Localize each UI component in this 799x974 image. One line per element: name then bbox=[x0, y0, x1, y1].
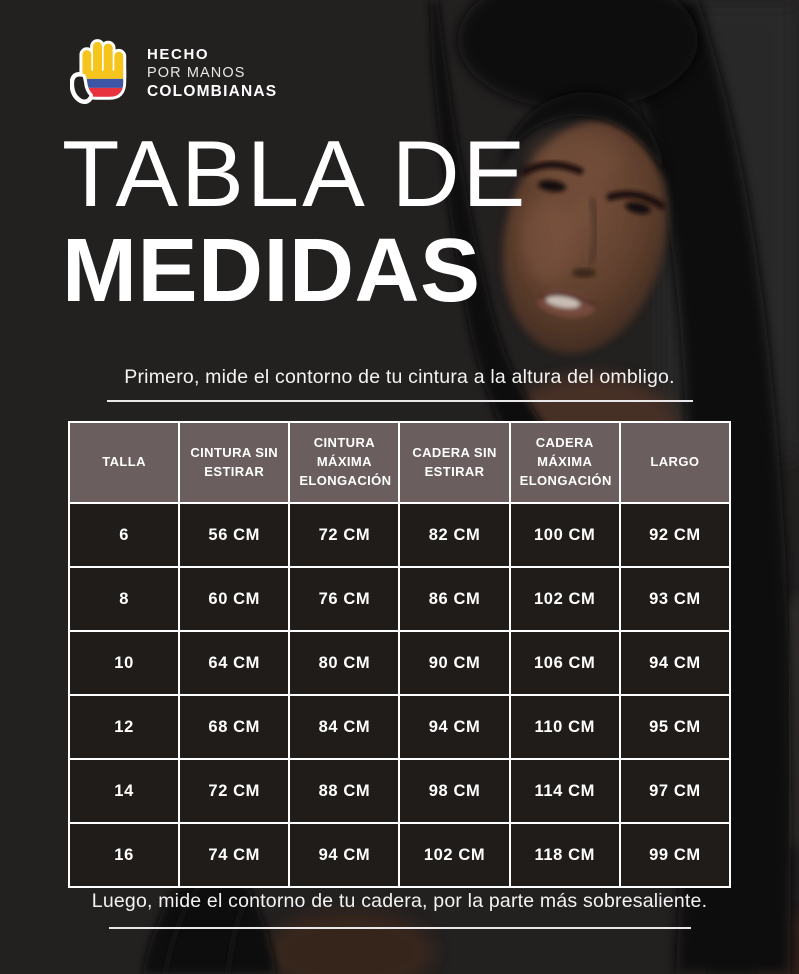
table-header-row bbox=[69, 422, 730, 503]
table-row bbox=[69, 759, 730, 823]
table-cell: 6 bbox=[69, 503, 179, 567]
table-cell: 97 CM bbox=[620, 759, 730, 823]
table-cell: 110 CM bbox=[510, 695, 620, 759]
table-cell: 102 CM bbox=[510, 567, 620, 631]
brand-logo bbox=[70, 36, 277, 107]
table-cell: 118 CM bbox=[510, 823, 620, 887]
table-cell: 94 CM bbox=[399, 695, 509, 759]
col-header-cadera-maxima: CADERA MÁXIMA ELONGACIÓN bbox=[510, 422, 620, 503]
table-cell: 100 CM bbox=[510, 503, 620, 567]
table-cell: 94 CM bbox=[620, 631, 730, 695]
table-row bbox=[69, 631, 730, 695]
table-cell: 76 CM bbox=[289, 567, 399, 631]
table-row bbox=[69, 503, 730, 567]
table-cell: 93 CM bbox=[620, 567, 730, 631]
table-cell: 94 CM bbox=[289, 823, 399, 887]
table-cell: 82 CM bbox=[399, 503, 509, 567]
table-cell: 56 CM bbox=[179, 503, 289, 567]
table-cell: 80 CM bbox=[289, 631, 399, 695]
col-header-largo: LARGO bbox=[620, 422, 730, 503]
table-cell: 106 CM bbox=[510, 631, 620, 695]
logo-wordmark bbox=[147, 46, 277, 101]
table-cell: 72 CM bbox=[179, 759, 289, 823]
table-cell: 10 bbox=[69, 631, 179, 695]
table-cell: 68 CM bbox=[179, 695, 289, 759]
table-cell: 114 CM bbox=[510, 759, 620, 823]
table-cell: 60 CM bbox=[179, 567, 289, 631]
logo-line-hecho: HECHO bbox=[147, 46, 210, 63]
title-line-1: TABLA DE bbox=[62, 121, 529, 226]
table-cell: 102 CM bbox=[399, 823, 509, 887]
instruction-waist: Primero, mide el contorno de tu cintura a la altura del ombligo. bbox=[124, 366, 675, 388]
size-table bbox=[68, 421, 731, 888]
col-header-cintura-maxima: CINTURA MÁXIMA ELONGACIÓN bbox=[289, 422, 399, 503]
table-cell: 92 CM bbox=[620, 503, 730, 567]
table-cell: 8 bbox=[69, 567, 179, 631]
table-cell: 95 CM bbox=[620, 695, 730, 759]
table-row bbox=[69, 695, 730, 759]
col-header-cadera-sin-estirar: CADERA SIN ESTIRAR bbox=[399, 422, 509, 503]
table-cell: 12 bbox=[69, 695, 179, 759]
logo-line-colombianas: COLOMBIANAS bbox=[147, 83, 278, 100]
table-cell: 64 CM bbox=[179, 631, 289, 695]
table-cell: 72 CM bbox=[289, 503, 399, 567]
title-line-2: MEDIDAS bbox=[62, 220, 481, 321]
col-header-cintura-sin-estirar: CINTURA SIN ESTIRAR bbox=[179, 422, 289, 503]
table-row bbox=[69, 567, 730, 631]
table-cell: 14 bbox=[69, 759, 179, 823]
divider-line bbox=[107, 400, 693, 402]
table-cell: 90 CM bbox=[399, 631, 509, 695]
colombian-hand-icon bbox=[70, 36, 134, 107]
col-header-talla: TALLA bbox=[69, 422, 179, 503]
table-cell: 84 CM bbox=[289, 695, 399, 759]
table-cell: 86 CM bbox=[399, 567, 509, 631]
logo-line-por-manos: POR MANOS bbox=[147, 65, 246, 81]
table-cell: 16 bbox=[69, 823, 179, 887]
page-title bbox=[62, 121, 529, 321]
divider-line bbox=[109, 927, 691, 929]
table-cell: 99 CM bbox=[620, 823, 730, 887]
table-cell: 74 CM bbox=[179, 823, 289, 887]
table-row bbox=[69, 823, 730, 887]
table-cell: 88 CM bbox=[289, 759, 399, 823]
instruction-hip: Luego, mide el contorno de tu cadera, por la parte más sobresaliente. bbox=[91, 890, 708, 912]
table-cell: 98 CM bbox=[399, 759, 509, 823]
